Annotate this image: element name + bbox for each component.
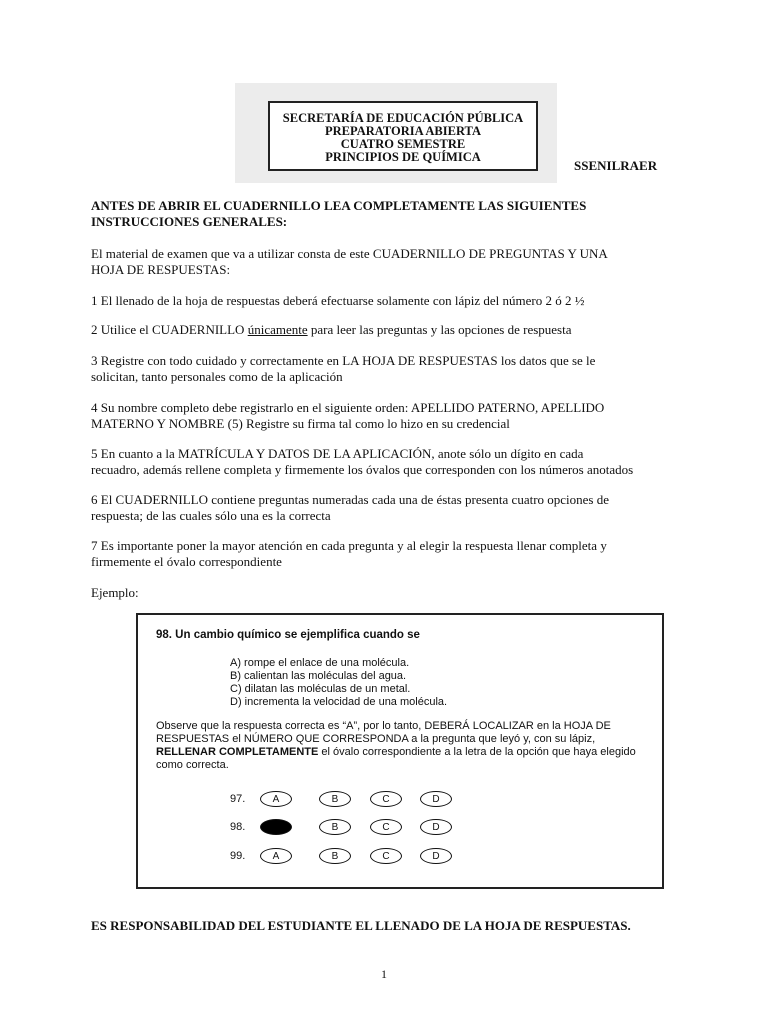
instruction-7-line-1: 7 Es importante poner la mayor atención en cada pregunta y al elegir la respuesta llenar completa y bbox=[91, 538, 607, 553]
header-line-1: SECRETARÍA DE EDUCACIÓN PÚBLICA bbox=[282, 111, 524, 125]
header-box bbox=[268, 101, 538, 171]
example-note-line-4: como correcta. bbox=[156, 759, 229, 771]
instruction-5 bbox=[91, 446, 691, 478]
instruction-1: 1 El llenado de la hoja de respuestas deberá efectuarse solamente con lápiz del número 2 ó 2 ½ bbox=[91, 293, 585, 308]
heading-line-2: INSTRUCCIONES GENERALES: bbox=[91, 214, 288, 229]
answer-row-number: 98. bbox=[230, 821, 246, 833]
instruction-3 bbox=[91, 353, 691, 385]
answer-row-number: 97. bbox=[230, 793, 246, 805]
example-box bbox=[136, 613, 664, 889]
intro-line-1: El material de examen que va a utilizar consta de este CUADERNILLO DE PREGUNTAS Y UNA bbox=[91, 246, 608, 261]
instruction-4-line-2: MATERNO Y NOMBRE (5) Registre su firma tal como lo hizo en su credencial bbox=[91, 416, 510, 431]
answer-row-number: 99. bbox=[230, 850, 246, 862]
instruction-7-line-2: firmemente el óvalo correspondiente bbox=[91, 554, 282, 569]
example-question: 98. Un cambio químico se ejemplifica cuando se bbox=[156, 629, 420, 641]
heading-line-1: ANTES DE ABRIR EL CUADERNILLO LEA COMPLETAMENTE LAS SIGUIENTES bbox=[91, 198, 587, 213]
header-line-3: CUATRO SEMESTRE bbox=[340, 137, 466, 151]
example-note bbox=[156, 720, 656, 772]
instruction-5-line-2: recuadro, además rellene completa y firmemente los óvalos que corresponden con los números anotados bbox=[91, 462, 634, 477]
answer-oval-c: C bbox=[370, 791, 402, 807]
answer-oval-d: D bbox=[420, 791, 452, 807]
instruction-4 bbox=[91, 400, 691, 432]
example-note-line-3-rest: el óvalo correspondiente a la letra de la opción que haya elegido bbox=[318, 746, 636, 758]
instruction-6 bbox=[91, 492, 691, 524]
instruction-5-line-1: 5 En cuanto a la MATRÍCULA Y DATOS DE LA APLICACIÓN, anote sólo un dígito en cada bbox=[91, 446, 584, 461]
document-code: SSENILRAER bbox=[574, 158, 658, 173]
page-number: 1 bbox=[381, 967, 387, 981]
instruction-2-underlined: únicamente bbox=[247, 322, 308, 337]
example-note-line-2: RESPUESTAS el NÚMERO QUE CORRESPONDA a la pregunta que leyó y, con su lápiz, bbox=[156, 733, 596, 745]
example-option-b: B) calientan las moléculas del agua. bbox=[230, 670, 407, 682]
example-note-emphasis: RELLENAR COMPLETAMENTE bbox=[156, 746, 319, 758]
example-option-d: D) incrementa la velocidad de una molécula. bbox=[230, 696, 448, 708]
answer-oval-d: D bbox=[420, 819, 452, 835]
instruction-6-line-1: 6 El CUADERNILLO contiene preguntas numeradas cada una de éstas presenta cuatro opciones de bbox=[91, 492, 610, 507]
answer-oval-b: B bbox=[319, 819, 351, 835]
instruction-3-line-2: solicitan, tanto personales como de la aplicación bbox=[91, 369, 343, 384]
answer-oval-c: C bbox=[370, 819, 402, 835]
example-note-line-1: Observe que la respuesta correcta es “A”, por lo tanto, DEBERÁ LOCALIZAR en la HOJA DE bbox=[156, 720, 611, 732]
answer-oval-b: B bbox=[319, 791, 351, 807]
example-options bbox=[230, 657, 447, 709]
header-line-4: PRINCIPIOS DE QUÍMICA bbox=[325, 150, 481, 164]
example-label: Ejemplo: bbox=[91, 585, 139, 600]
answer-oval-a: A bbox=[260, 848, 292, 864]
instruction-6-line-2: respuesta; de las cuales sólo una es la correcta bbox=[91, 508, 331, 523]
instruction-2 bbox=[91, 322, 691, 338]
header-line-2: PREPARATORIA ABIERTA bbox=[325, 124, 481, 138]
answer-oval-a: A bbox=[260, 791, 292, 807]
answer-oval-d: D bbox=[420, 848, 452, 864]
intro-paragraph bbox=[91, 246, 691, 278]
instruction-7 bbox=[91, 538, 691, 570]
intro-line-2: HOJA DE RESPUESTAS: bbox=[91, 262, 231, 277]
answer-oval-c: C bbox=[370, 848, 402, 864]
example-option-c: C) dilatan las moléculas de un metal. bbox=[230, 683, 411, 695]
example-option-a: A) rompe el enlace de una molécula. bbox=[230, 657, 410, 669]
instruction-2-start: 2 Utilice el CUADERNILLO bbox=[91, 322, 248, 337]
instruction-2-end: para leer las preguntas y las opciones de respuesta bbox=[307, 322, 572, 337]
instruction-4-line-1: 4 Su nombre completo debe registrarlo en el siguiente orden: APELLIDO PATERNO, APELLIDO bbox=[91, 400, 605, 415]
instructions-heading bbox=[91, 198, 691, 230]
responsibility-notice: ES RESPONSABILIDAD DEL ESTUDIANTE EL LLENADO DE LA HOJA DE RESPUESTAS. bbox=[91, 918, 631, 933]
example-note-line-3 bbox=[156, 746, 656, 759]
instruction-3-line-1: 3 Registre con todo cuidado y correctamente en LA HOJA DE RESPUESTAS los datos que se le bbox=[91, 353, 596, 368]
answer-oval-b: B bbox=[319, 848, 351, 864]
answer-oval-a-filled bbox=[260, 819, 292, 835]
